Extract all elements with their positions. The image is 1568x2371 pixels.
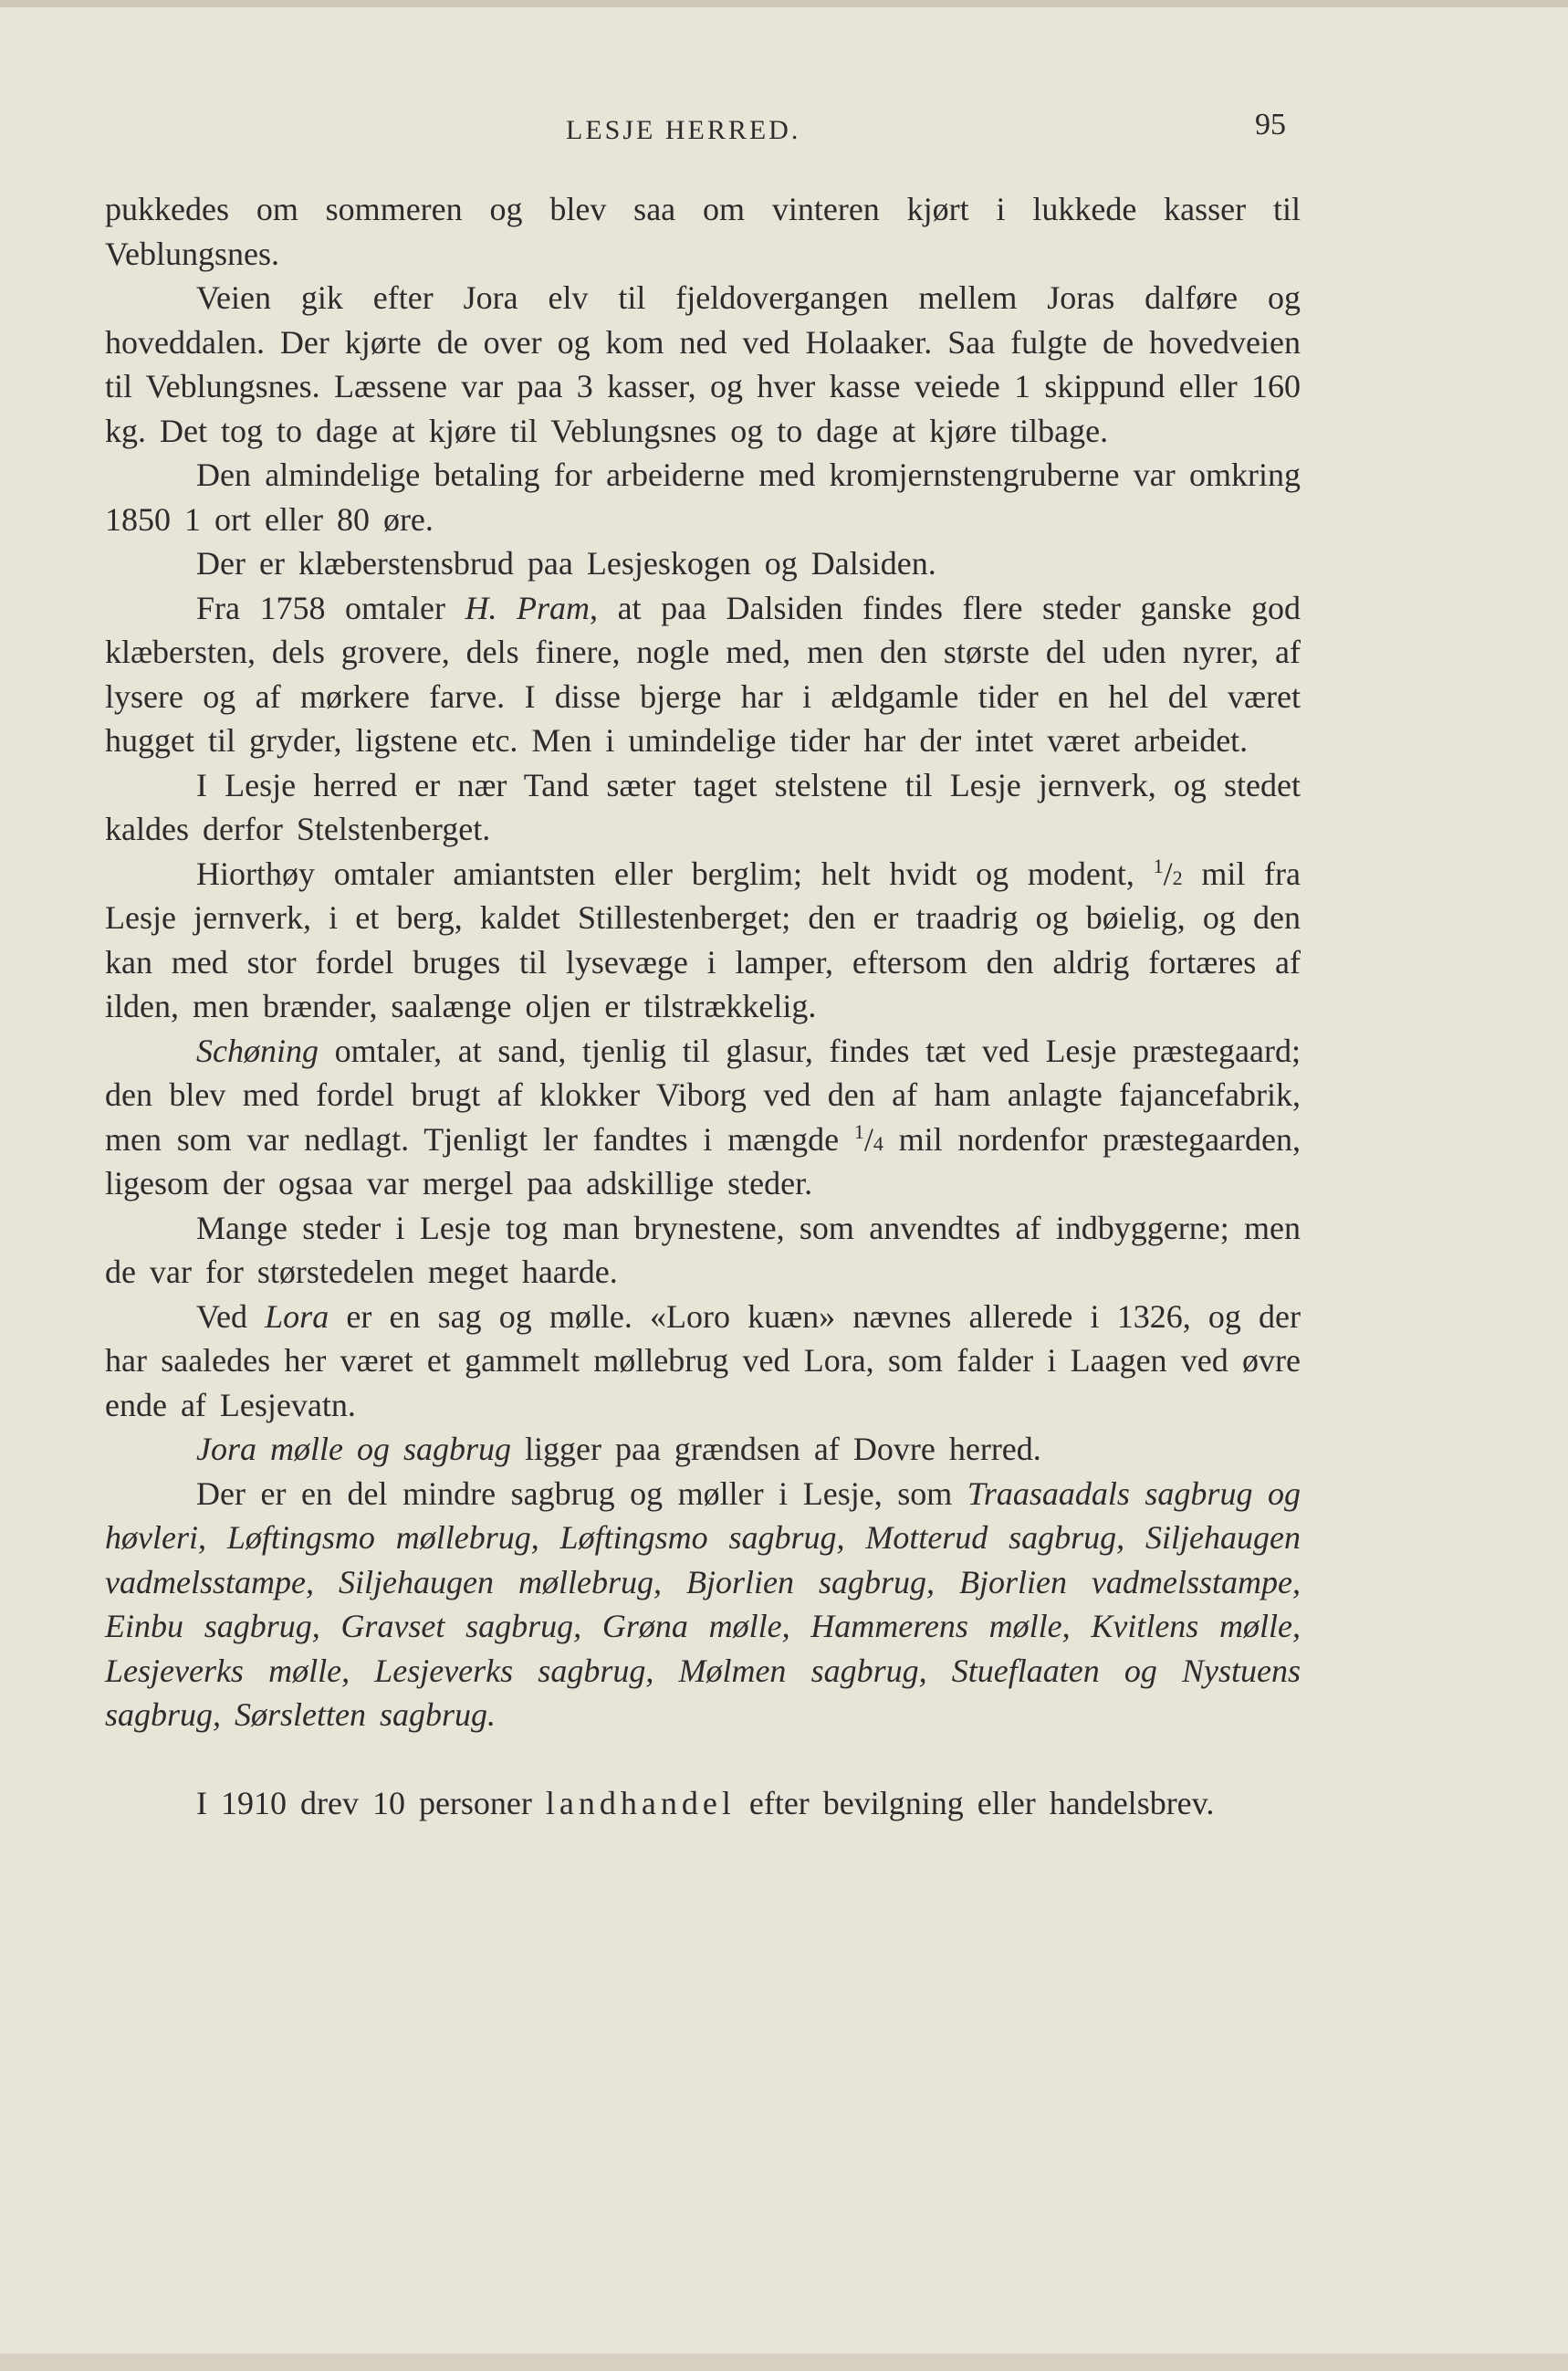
fraction-numerator: 1: [853, 1119, 864, 1143]
paragraph-13-spaced: landhandel: [545, 1784, 736, 1821]
paragraph-11-name: Jora mølle og sagbrug: [196, 1431, 511, 1467]
paragraph-8: Schøning omtaler, at sand, tjenlig til glasur, findes tæt ved Lesje præstegaard; den blev med fordel brugt af klokker Viborg ved den af ham anlagte fajancefabrik, men som var nedlagt. Tjenligt ler fandtes i mængde $^1$/4 mil nordenfor præstegaarden, ligesom der ogsaa var mergel paa adskillige steder.: [105, 1032, 1301, 1201]
paragraph-10-text-b: er en sag og mølle. «Loro kuæn» nævnes allerede i 1326, og der har saaledes her været et gammelt møllebrug ved Lora, som falder i Laagen ved øvre ende af Lesjevatn.: [105, 1297, 1301, 1423]
body-text: [105, 187, 1301, 1825]
paragraph-8-text-b: mil nordenfor præstegaarden, ligesom der ogsaa var mergel paa adskillige steder.: [105, 1120, 1301, 1201]
paragraph-6-text: I Lesje herred er nær Tand sæter taget stelstene til Lesje jernverk, og stedet kaldes derfor Stelstenberget.: [105, 766, 1301, 847]
fraction-denominator: 4: [873, 1131, 883, 1155]
paragraph-10-name: Lora: [265, 1297, 329, 1335]
paragraph-3: [105, 453, 1301, 541]
paragraph-5-text-b: , at paa Dalsiden findes flere steder ganske god klæbersten, dels grovere, dels finere, nogle med, men den største del uden nyrer, af lysere og af mørkere farve. I disse bjerge har i ældgamle tider en hel del været hugget til gryder, ligstene etc. Men i umindelige tider har der intet været arbeidet.: [105, 589, 1301, 759]
paragraph-7-text-a: Hiorthøy omtaler amiantsten eller berglim; helt hvidt og modent,: [196, 855, 1154, 892]
paragraph-11: [105, 1427, 1301, 1472]
page-number: 95: [1255, 108, 1286, 142]
fraction-denominator: 2: [1172, 866, 1183, 889]
paragraph-6: [105, 763, 1301, 852]
paragraph-1: [105, 187, 1301, 276]
paragraph-2: [105, 276, 1301, 453]
running-head: LESJE HERRED.: [566, 115, 801, 145]
paragraph-3-text: Den almindelige betaling for arbeiderne med kromjernstengruberne var omkring 1850 1 ort eller 80 øre.: [105, 456, 1301, 538]
paragraph-5-name: H. Pram: [465, 589, 591, 626]
paragraph-13: [105, 1781, 1301, 1826]
paragraph-13-text-a: I 1910 drev 10 personer: [196, 1784, 546, 1821]
paragraph-12-text-a: Der er en del mindre sagbrug og møller i Lesje, som: [196, 1474, 967, 1512]
paragraph-4-text: Der er klæberstensbrud paa Lesjeskogen og Dalsiden.: [196, 545, 936, 582]
paragraph-9-text: Mange steder i Lesje tog man brynestene, som anvendtes af indbyggerne; men de var for størstedelen meget haarde.: [105, 1209, 1301, 1290]
paragraph-10: [105, 1295, 1301, 1428]
page-header: [110, 108, 1296, 163]
paragraph-7-text-b: mil fra Lesje jernverk, i et berg, kaldet Stillestenberget; den er traadrig og bøielig, og den kan med stor fordel bruges til lysevæge i lamper, eftersom den aldrig fortæres af ilden, men brænder, saalænge oljen er tilstrækkelig.: [105, 855, 1301, 1024]
paragraph-9: [105, 1206, 1301, 1295]
page-edge-bottom: [0, 2354, 1568, 2371]
paragraph-12-list: Traasaadals sagbrug og høvleri, Løftingsmo møllebrug, Løftingsmo sagbrug, Motterud sagbrug, Siljehaugen vadmelsstampe, Siljehaugen møllebrug, Bjorlien sagbrug, Bjorlien vadmelsstampe, Einbu sagbrug, Gravset sagbrug, Grøna mølle, Hammerens mølle, Kvitlens mølle, Lesjeverks mølle, Lesjeverks sagbrug, Mølmen sagbrug, Stueflaaten og Nystuens sagbrug, Sørsletten sagbrug.: [105, 1474, 1301, 1733]
paragraph-7: Hiorthøy omtaler amiantsten eller berglim; helt hvidt og modent, $^1$/2 mil fra Lesje jernverk, i et berg, kaldet Stillestenberget; den er traadrig og bøielig, og den kan med stor fordel bruges til lysevæge i lamper, eftersom den aldrig fortæres af ilden, men brænder, saalænge oljen er tilstrækkelig.: [105, 854, 1301, 1024]
paragraph-1-text: pukkedes om sommeren og blev saa om vinteren kjørt i lukkede kasser til Veblungsnes.: [105, 191, 1301, 272]
paragraph-4: [105, 541, 1301, 586]
paragraph-11-text-b: ligger paa grændsen af Dovre herred.: [511, 1431, 1041, 1467]
paragraph-5-text-a: Fra 1758 omtaler: [196, 589, 465, 626]
paragraph-2-text: Veien gik efter Jora elv til fjeldovergangen mellem Joras dalføre og hoveddalen. Der kjørte de over og kom ned ved Holaaker. Saa fulgte de hovedveien til Veblungsnes. Læssene var paa 3 kasser, og hver kasse veiede 1 skippund eller 160 kg. Det tog to dage at kjøre til Veblungsnes og to dage at kjøre tilbage.: [105, 279, 1301, 449]
paragraph-8-text-a: omtaler, at sand, tjenlig til glasur, findes tæt ved Lesje præstegaard; den blev med fordel brugt af klokker Viborg ved den af ham anlagte fajancefabrik, men som var nedlagt. Tjenligt ler fandtes i mængde: [105, 1032, 1301, 1158]
paragraph-13-text-b: efter bevilgning eller handelsbrev.: [735, 1784, 1215, 1821]
fraction-numerator: 1: [1153, 854, 1164, 877]
paragraph-10-text-a: Ved: [196, 1297, 266, 1335]
paragraph-5: [105, 586, 1301, 763]
paragraph-12: [105, 1472, 1301, 1737]
paragraph-8-name: Schøning: [196, 1032, 319, 1069]
page-edge-top: [0, 0, 1568, 7]
